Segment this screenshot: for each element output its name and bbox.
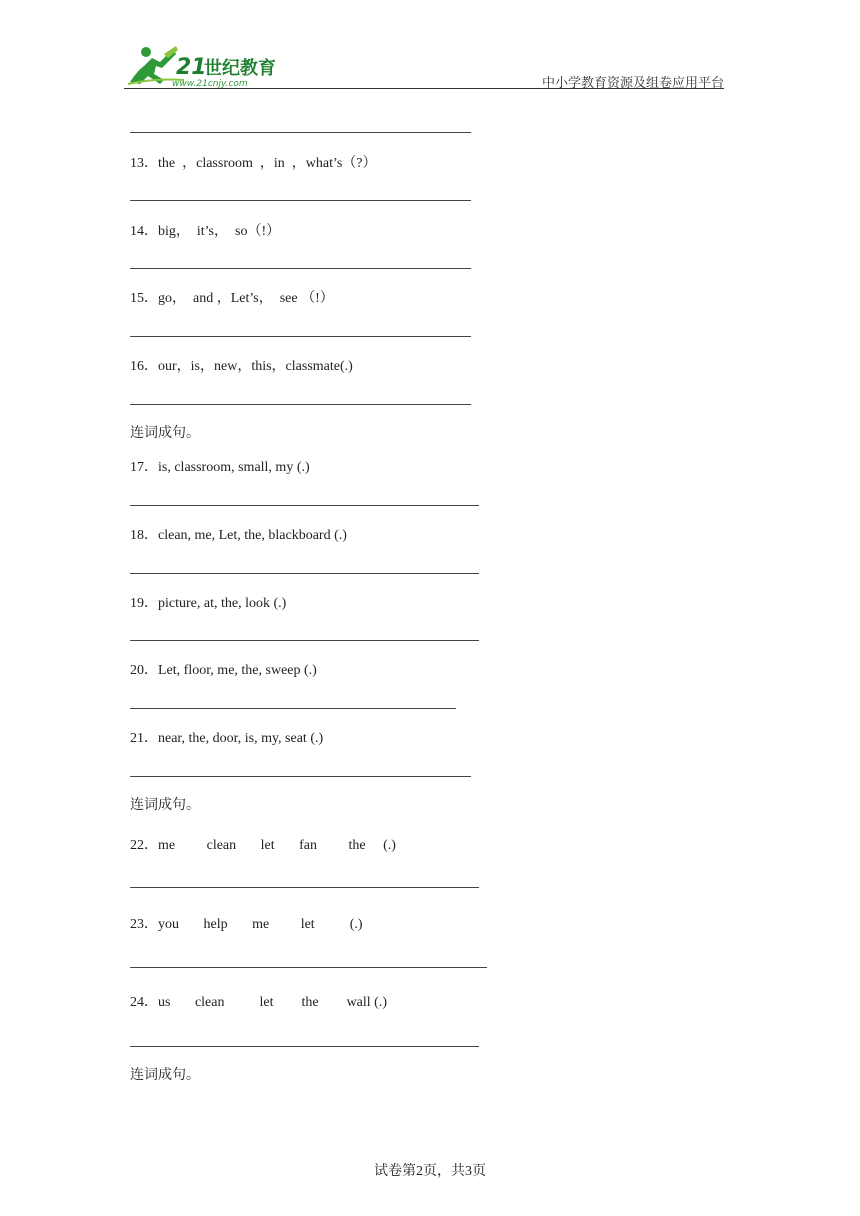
question-22: [130, 834, 396, 854]
answer-line: [130, 268, 471, 269]
page-footer: 试卷第2页，共3页: [374, 1164, 486, 1179]
answer-line: [130, 640, 479, 641]
question-text: go， and ，Let’s， see （!）: [158, 291, 334, 306]
answer-line: [130, 967, 487, 968]
question-text: the ，classroom ，in ，what’s（?）: [158, 156, 377, 171]
header-divider: [124, 88, 724, 89]
answer-line: [130, 132, 471, 133]
question-number: 18．: [130, 528, 158, 543]
answer-line: [130, 1046, 479, 1047]
section-instruction: 连词成句。: [130, 426, 200, 441]
question-number: 23．: [130, 917, 158, 932]
question-text: clean, me, Let, the, blackboard (.): [158, 528, 347, 543]
question-15: [130, 287, 334, 307]
question-18: [130, 524, 347, 544]
question-number: 17．: [130, 460, 158, 475]
section-instruction: 连词成句。: [130, 798, 200, 813]
section-instruction: 连词成句。: [130, 1068, 200, 1083]
svg-text:世纪教育: 世纪教育: [204, 58, 276, 79]
page-header: [124, 44, 724, 90]
question-number: 22．: [130, 838, 158, 853]
site-logo-icon: [124, 44, 294, 90]
answer-line: [130, 573, 479, 574]
question-20: [130, 659, 317, 679]
question-text: our，is，new，this，classmate(.): [158, 359, 353, 374]
question-number: 14．: [130, 224, 158, 239]
question-text: you help me let (.): [158, 917, 363, 932]
answer-line: [130, 404, 471, 405]
question-23: [130, 913, 363, 933]
question-text: picture, at, the, look (.): [158, 596, 287, 611]
platform-name: 中小学教育资源及组卷应用平台: [541, 75, 724, 90]
question-number: 21．: [130, 731, 158, 746]
question-text: big， it’s， so（!）: [158, 224, 281, 239]
question-17: [130, 456, 310, 476]
question-text: Let, floor, me, the, sweep (.): [158, 663, 317, 678]
question-16: [130, 355, 353, 375]
question-text: us clean let the wall (.): [158, 995, 388, 1010]
question-21: [130, 727, 323, 747]
svg-text:www.21cnjy.com: www.21cnjy.com: [172, 79, 248, 89]
answer-line: [130, 505, 479, 506]
answer-line: [130, 200, 471, 201]
question-number: 16．: [130, 359, 158, 374]
question-13: [130, 152, 377, 172]
question-text: is, classroom, small, my (.): [158, 460, 310, 475]
answer-line: [130, 776, 471, 777]
question-number: 15．: [130, 291, 158, 306]
answer-line: [130, 708, 456, 709]
question-14: [130, 220, 280, 240]
svg-text:21: 21: [176, 55, 207, 80]
question-number: 19．: [130, 596, 158, 611]
question-24: [130, 991, 387, 1011]
question-19: [130, 592, 286, 612]
question-text: near, the, door, is, my, seat (.): [158, 731, 324, 746]
answer-line: [130, 887, 479, 888]
question-text: me clean let fan the (.): [158, 838, 396, 853]
question-number: 20．: [130, 663, 158, 678]
question-number: 13．: [130, 156, 158, 171]
question-number: 24．: [130, 995, 158, 1010]
answer-line: [130, 336, 471, 337]
